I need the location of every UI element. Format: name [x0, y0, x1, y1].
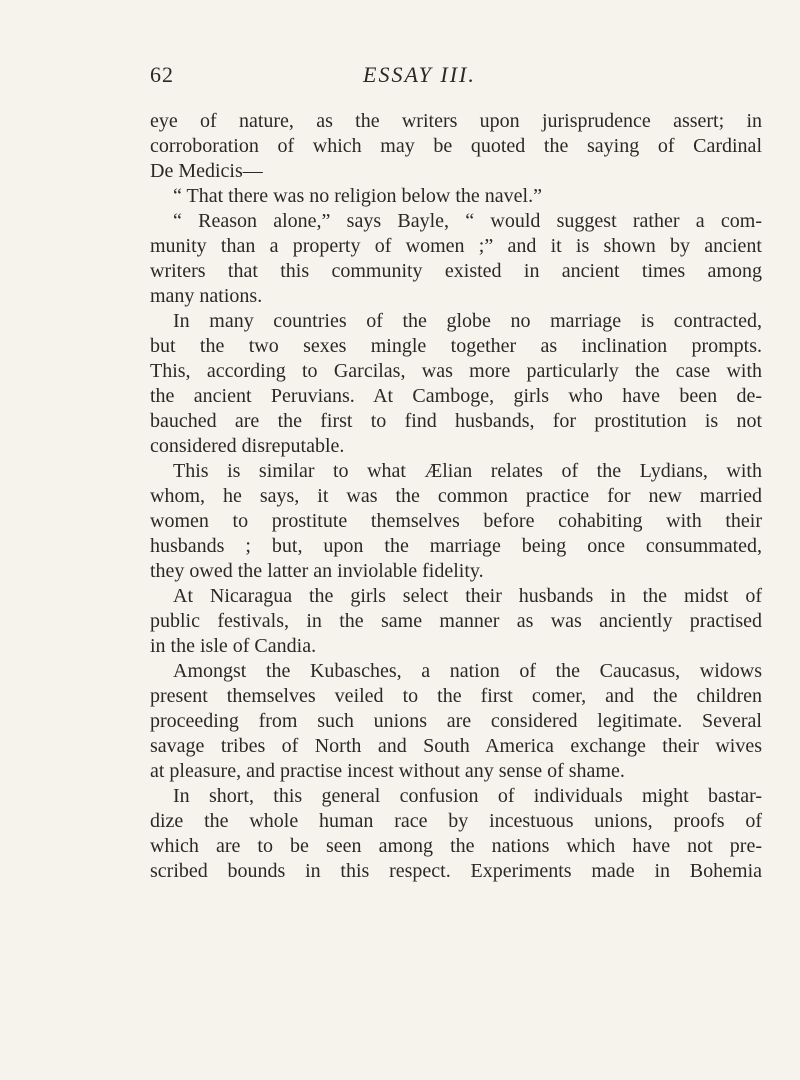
text-line: many nations.: [150, 285, 263, 307]
text-line: munity than a property of women ;” and it is shown by ancient: [150, 235, 762, 257]
text-line: but the two sexes mingle together as inclination prompts.: [150, 335, 762, 357]
text-line: which are to be seen among the nations which have not pre-: [150, 835, 762, 857]
text-line: De Medicis—: [150, 160, 263, 182]
text-line: corroboration of which may be quoted the saying of Cardinal: [150, 135, 762, 157]
text-line: they owed the latter an inviolable fidelity.: [150, 560, 484, 582]
text-line: the ancient Peruvians. At Camboge, girls who have been de-: [150, 385, 762, 407]
text-line: At Nicaragua the girls select their husbands in the midst of: [173, 585, 762, 607]
text-line: husbands ; but, upon the marriage being once consummated,: [150, 535, 762, 557]
text-line: In short, this general confusion of individuals might bastar-: [173, 785, 762, 807]
text-line: eye of nature, as the writers upon jurisprudence assert; in: [150, 110, 762, 132]
body-text: [150, 109, 762, 884]
text-line: present themselves veiled to the first comer, and the children: [150, 685, 762, 707]
text-line: dize the whole human race by incestuous unions, proofs of: [150, 810, 762, 832]
text-line: “ That there was no religion below the navel.”: [173, 185, 542, 207]
text-line: This is similar to what Ælian relates of the Lydians, with: [173, 460, 762, 482]
text-line: This, according to Garcilas, was more particularly the case with: [150, 360, 762, 382]
text-line: at pleasure, and practise incest without any sense of shame.: [150, 760, 625, 782]
text-line: In many countries of the globe no marriage is contracted,: [173, 310, 762, 332]
text-line: bauched are the first to find husbands, for prostitution is not: [150, 410, 762, 432]
text-line: whom, he says, it was the common practice for new married: [150, 485, 762, 507]
text-line: public festivals, in the same manner as was anciently practised: [150, 610, 762, 632]
text-line: Amongst the Kubasches, a nation of the Caucasus, widows: [173, 660, 762, 682]
text-line: scribed bounds in this respect. Experiments made in Bohemia: [150, 860, 762, 882]
text-line: proceeding from such unions are considered legitimate. Several: [150, 710, 762, 732]
running-title: ESSAY III.: [363, 62, 476, 87]
text-line: writers that this community existed in ancient times among: [150, 260, 762, 282]
text-line: considered disreputable.: [150, 435, 345, 457]
text-line: savage tribes of North and South America exchange their wives: [150, 735, 762, 757]
running-head: [150, 62, 760, 92]
text-line: “ Reason alone,” says Bayle, “ would suggest rather a com-: [173, 210, 762, 232]
text-line: in the isle of Candia.: [150, 635, 317, 657]
page-number: 62: [150, 62, 174, 87]
text-line: women to prostitute themselves before cohabiting with their: [150, 510, 762, 532]
